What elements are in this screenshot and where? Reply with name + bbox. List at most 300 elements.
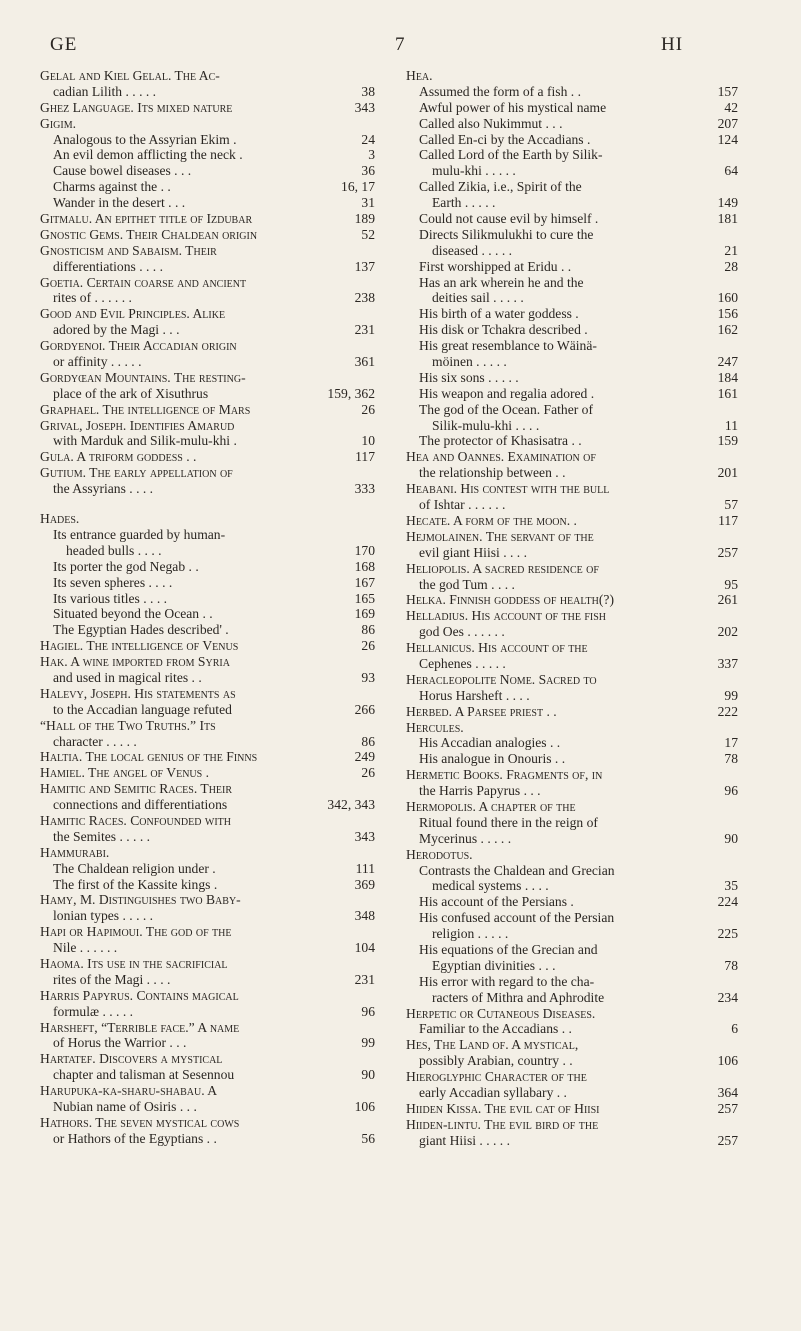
index-entry-text: Called also Nukimmut . . . <box>419 115 563 131</box>
index-entry-line <box>40 1067 375 1083</box>
index-entry-heading <box>40 68 375 84</box>
index-entry-text: rites of . . . . . . <box>53 290 132 306</box>
index-entry-text: Hapi or Hapimoui. The god of the <box>40 924 232 940</box>
index-entry-line <box>406 624 738 640</box>
index-entry-line <box>40 290 375 306</box>
index-entry-line <box>406 322 738 338</box>
index-entry-text: connections and differentiations <box>53 797 228 813</box>
index-page-ref: 157 <box>717 83 738 99</box>
index-entry-text: Haoma. Its use in the sacrificial <box>40 955 228 971</box>
index-entry-text: Gigim. <box>40 115 76 131</box>
index-entry-text: His great resemblance to Wäinä- <box>419 338 597 354</box>
index-entry-heading <box>406 847 738 863</box>
index-page-ref: 95 <box>724 576 738 592</box>
index-page-ref: 117 <box>718 512 738 528</box>
running-header-right: HI <box>661 34 684 55</box>
index-entry-text: Hagiel. The intelligence of Venus <box>40 638 239 654</box>
index-entry-heading <box>406 640 738 656</box>
index-page-ref: 38 <box>361 83 375 99</box>
index-entry-heading <box>40 116 375 132</box>
index-page-ref: 348 <box>354 908 375 924</box>
index-entry-heading <box>40 892 375 908</box>
index-entry-heading <box>40 1051 375 1067</box>
index-entry-text: His equations of the Grecian and <box>419 941 598 957</box>
index-entry-text: Gitmalu. An epithet title of Izdubar <box>40 211 253 227</box>
index-entry-line <box>406 386 738 402</box>
index-page-ref: 169 <box>354 606 375 622</box>
index-entry-text: Hermopolis. A chapter of the <box>406 798 576 814</box>
index-page-ref: 184 <box>717 369 738 385</box>
index-entry-line <box>40 179 375 195</box>
index-page-ref: 201 <box>717 465 738 481</box>
index-entry-text: The god of the Ocean. Father of <box>419 401 594 417</box>
index-entry-heading <box>40 100 375 116</box>
index-page-ref: 261 <box>717 592 738 608</box>
index-entry-text: the Assyrians . . . . <box>53 481 154 497</box>
index-entry-text: Hammurabi. <box>40 844 110 860</box>
index-entry-text: place of the ark of Xisuthrus <box>53 385 209 401</box>
index-page-ref: 96 <box>724 783 738 799</box>
index-page-ref: 238 <box>354 290 375 306</box>
index-entry-text: Gordyœan Mountains. The resting- <box>40 369 246 385</box>
index-entry-line <box>406 878 738 894</box>
index-page-ref: 160 <box>717 290 738 306</box>
index-page-ref: 16, 17 <box>341 179 375 195</box>
index-page-ref: 168 <box>354 558 375 574</box>
index-entry-line <box>406 290 738 306</box>
index-entry-text: His confused account of the Persian <box>419 910 615 926</box>
index-entry-line <box>40 163 375 179</box>
index-entry-line <box>406 783 738 799</box>
index-entry-text: Haltia. The local genius of the Finns <box>40 749 258 765</box>
index-entry-line <box>406 116 738 132</box>
index-entry-text: His Accadian analogies . . <box>419 735 561 751</box>
index-entry-line <box>406 1021 738 1037</box>
index-entry-text: medical systems . . . . <box>432 878 549 894</box>
index-entry-heading <box>406 720 738 736</box>
index-entry-line <box>40 147 375 163</box>
index-page-ref: 222 <box>717 703 738 719</box>
index-entry-heading <box>40 924 375 940</box>
index-entry-text: Hartatef. Discovers a mystical <box>40 1051 223 1067</box>
index-page-ref: 266 <box>354 701 375 717</box>
index-entry-line <box>40 606 375 622</box>
index-page-ref: 86 <box>361 622 375 638</box>
index-entry-text: Grival, Joseph. Identifies Amarud <box>40 417 235 433</box>
index-entry-text: Herodotus. <box>406 846 473 862</box>
index-entry-text: Heliopolis. A sacred residence of <box>406 560 599 576</box>
index-entry-line <box>406 243 738 259</box>
index-page-ref: 225 <box>717 926 738 942</box>
index-entry-line <box>406 688 738 704</box>
index-page-ref: 343 <box>354 828 375 844</box>
index-entry-line <box>40 354 375 370</box>
running-header-left: GE <box>50 34 78 55</box>
index-entry-line <box>406 751 738 767</box>
index-page-ref: 6 <box>731 1021 738 1037</box>
index-entry-text: Analogous to the Assyrian Ekim . <box>53 131 237 147</box>
index-entry-line <box>40 908 375 924</box>
index-entry-text: Called Zikia, i.e., Spirit of the <box>419 179 582 195</box>
index-page-ref: 249 <box>354 749 375 765</box>
index-entry-line <box>406 1085 738 1101</box>
index-page-ref: 343 <box>354 99 375 115</box>
index-entry-line <box>406 926 738 942</box>
index-page-ref: 90 <box>724 830 738 846</box>
index-entry-text: Helka. Finnish goddess of health(?) <box>406 592 614 608</box>
index-entry-text: Gelal and Kiel Gelal. The Ac- <box>40 68 220 83</box>
index-entry-text: Its entrance guarded by human- <box>53 526 226 542</box>
index-page-ref: 181 <box>717 211 738 227</box>
index-entry-text: of Ishtar . . . . . . <box>419 497 506 513</box>
index-entry-line <box>406 433 738 449</box>
index-entry-text: Heracleopolite Nome. Sacred to <box>406 671 597 687</box>
index-entry-text: An evil demon afflicting the neck . <box>53 147 243 163</box>
index-page-ref: 99 <box>724 687 738 703</box>
index-page-ref: 78 <box>724 751 738 767</box>
index-entry-text: Halevy, Joseph. His statements as <box>40 685 236 701</box>
index-entry-text: Hiiden-lintu. The evil bird of the <box>406 1116 599 1132</box>
index-entry-heading <box>40 275 375 291</box>
index-entry-heading <box>406 592 738 608</box>
index-entry-text: Ghez Language. Its mixed nature <box>40 99 233 115</box>
index-entry-text: early Accadian syllabary . . <box>419 1085 567 1100</box>
index-entry-line <box>40 575 375 591</box>
index-entry-heading <box>40 211 375 227</box>
index-entry-line <box>406 990 738 1006</box>
index-entry-line <box>40 1035 375 1051</box>
index-entry-text: Hellanicus. His account of the <box>406 640 588 656</box>
index-entry-text: Harris Papyrus. Contains magical <box>40 987 239 1003</box>
index-entry-text: Herpetic or Cutaneous Diseases. <box>406 1005 596 1021</box>
index-entry-text: the god Tum . . . . <box>419 576 515 592</box>
index-entry-line <box>406 894 738 910</box>
index-page-ref: 156 <box>717 306 738 322</box>
index-page-ref: 26 <box>361 401 375 417</box>
index-entry-heading <box>406 561 738 577</box>
index-entry-text: First worshipped at Eridu . . <box>419 258 572 274</box>
index-entry-text: His error with regard to the cha- <box>419 973 595 989</box>
index-page-ref: 17 <box>724 735 738 751</box>
index-page-ref: 167 <box>354 574 375 590</box>
index-entry-line <box>40 1131 375 1147</box>
index-entry-line <box>406 863 738 879</box>
index-page-ref: 162 <box>717 322 738 338</box>
index-entry-text: headed bulls . . . . <box>66 542 162 558</box>
index-entry-text: His weapon and regalia adored . <box>419 385 595 401</box>
index-entry-text: The Chaldean religion under . <box>53 860 216 876</box>
index-entry-text: Has an ark wherein he and the <box>419 274 584 290</box>
index-page-ref: 207 <box>717 115 738 131</box>
index-entry-text: Helladius. His account of the fish <box>406 608 607 624</box>
index-entry-heading <box>40 765 375 781</box>
index-entry-heading <box>40 511 375 527</box>
index-entry-text: to the Accadian language refuted <box>53 701 232 717</box>
index-entry-text: Silik-mulu-khi . . . . <box>432 417 540 433</box>
index-page-ref: 104 <box>354 940 375 956</box>
index-page-ref: 78 <box>724 957 738 973</box>
index-entry-text: Cephenes . . . . . <box>419 655 506 671</box>
index-entry-heading <box>40 956 375 972</box>
index-entry-text: or Hathors of the Egyptians . . <box>53 1130 217 1146</box>
index-entry-text: Hamitic and Semitic Races. Their <box>40 781 233 797</box>
index-entry-line <box>406 179 738 195</box>
index-entry-line <box>406 275 738 291</box>
index-page-ref: 96 <box>361 1003 375 1019</box>
index-page-ref: 111 <box>355 860 375 876</box>
index-page-ref: 170 <box>354 542 375 558</box>
index-entry-text: Gordyenoi. Their Accadian origin <box>40 338 237 354</box>
index-entry-text: of Horus the Warrior . . . <box>53 1035 187 1051</box>
index-entry-text: Could not cause evil by himself . <box>419 211 599 227</box>
index-entry-line <box>406 465 738 481</box>
index-entry-line <box>406 974 738 990</box>
index-page-ref: 86 <box>361 733 375 749</box>
index-page-ref: 3 <box>368 147 375 163</box>
index-page-ref: 202 <box>717 624 738 640</box>
index-entry-text: Gutium. The early appellation of <box>40 465 233 481</box>
index-entry-heading <box>40 370 375 386</box>
index-entry-heading <box>406 767 738 783</box>
index-entry-text: Goetia. Certain coarse and ancient <box>40 274 247 290</box>
index-entry-text: Hea and Oannes. Examination of <box>406 449 596 465</box>
index-entry-text: Gula. A triform goddess . . <box>40 449 197 465</box>
index-entry-text: Situated beyond the Ocean . . <box>53 606 213 622</box>
index-entry-heading <box>40 813 375 829</box>
index-entry-text: cadian Lilith . . . . . <box>53 83 157 99</box>
index-entry-heading <box>406 449 738 465</box>
index-entry-line <box>406 195 738 211</box>
index-entry-heading <box>40 338 375 354</box>
index-entry-text: Hamiel. The angel of Venus . <box>40 765 210 781</box>
index-entry-text: rites of the Magi . . . . <box>53 971 171 987</box>
index-page-ref: 224 <box>717 894 738 910</box>
index-entry-heading <box>406 529 738 545</box>
index-entry-line <box>406 958 738 974</box>
index-entry-text: diseased . . . . . <box>432 242 513 258</box>
index-entry-heading <box>406 1069 738 1085</box>
index-entry-text: His birth of a water goddess . <box>419 306 579 322</box>
index-page-ref: 117 <box>355 449 375 465</box>
index-entry-text: Familiar to the Accadians . . <box>419 1021 572 1037</box>
index-entry-line <box>406 910 738 926</box>
index-page-ref: 149 <box>717 195 738 211</box>
index-entry-text: Called En-ci by the Accadians . <box>419 131 591 147</box>
index-entry-line <box>40 1004 375 1020</box>
index-entry-text: Hea. <box>406 68 433 83</box>
index-entry-text: Cause bowel diseases . . . <box>53 163 192 179</box>
index-entry-text: His analogue in Onouris . . <box>419 751 566 767</box>
index-page-ref: 333 <box>354 481 375 497</box>
index-page-ref: 99 <box>361 1035 375 1051</box>
index-entry-text: adored by the Magi . . . <box>53 322 180 338</box>
index-entry-line <box>40 877 375 893</box>
index-entry-heading <box>40 465 375 481</box>
index-entry-text: Hiiden Kissa. The evil cat of Hiisi <box>406 1100 600 1116</box>
index-entry-text: Its seven spheres . . . . <box>53 574 173 590</box>
index-page-ref: 57 <box>724 497 738 513</box>
index-entry-text: giant Hiisi . . . . . <box>419 1132 511 1148</box>
index-entry-text: Harupuka-ka-sharu-shabau. A <box>40 1083 218 1099</box>
index-entry-text: possibly Arabian, country . . <box>419 1053 573 1069</box>
index-entry-line <box>40 259 375 275</box>
index-page-ref: 231 <box>354 971 375 987</box>
index-entry-text: Gnostic Gems. Their Chaldean origin <box>40 226 258 242</box>
index-page-ref: 28 <box>724 258 738 274</box>
index-entry-line <box>40 670 375 686</box>
index-entry-line <box>40 591 375 607</box>
index-entry-text: differentiations . . . . <box>53 258 163 274</box>
index-column-left <box>40 68 375 1147</box>
index-entry-text: evil giant Hiisi . . . . <box>419 544 527 560</box>
index-entry-line <box>40 1099 375 1115</box>
index-entry-line <box>406 354 738 370</box>
index-entry-text: Hercules. <box>406 719 464 735</box>
index-entry-text: Wander in the desert . . . <box>53 195 186 211</box>
index-entry-text: möinen . . . . . <box>432 354 507 370</box>
index-entry-line <box>406 815 738 831</box>
index-entry-text: Ritual found there in the reign of <box>419 814 598 830</box>
index-entry-line <box>40 940 375 956</box>
index-entry-text: The first of the Kassite kings . <box>53 876 218 892</box>
index-entry-text: and used in magical rites . . <box>53 669 202 685</box>
index-entry-heading <box>406 704 738 720</box>
index-page-ref: 364 <box>717 1085 738 1100</box>
index-page-ref: 26 <box>361 765 375 781</box>
index-entry-heading <box>40 686 375 702</box>
index-entry-line <box>40 559 375 575</box>
index-entry-line <box>406 1133 738 1149</box>
index-page-ref: 369 <box>354 876 375 892</box>
index-page-ref: 361 <box>354 354 375 370</box>
index-entry-heading <box>406 68 738 84</box>
index-page-ref: 42 <box>724 99 738 115</box>
index-entry-line <box>40 829 375 845</box>
index-entry-heading <box>40 718 375 734</box>
index-entry-heading <box>40 418 375 434</box>
index-entry-heading <box>40 845 375 861</box>
index-page-ref: 257 <box>717 1100 738 1116</box>
index-page-ref: 64 <box>724 163 738 179</box>
page-number: 7 <box>395 34 406 55</box>
index-entry-line <box>40 433 375 449</box>
index-entry-line <box>40 861 375 877</box>
index-entry-heading <box>406 1006 738 1022</box>
index-entry-line <box>406 497 738 513</box>
index-entry-text: The protector of Khasisatra . . <box>419 433 582 449</box>
index-entry-heading <box>406 513 738 529</box>
index-entry-text: Hades. <box>40 511 80 527</box>
index-page-ref: 10 <box>361 433 375 449</box>
index-entry-text: Hamy, M. Distinguishes two Baby- <box>40 892 241 908</box>
index-entry-text: Directs Silikmulukhi to cure the <box>419 226 594 242</box>
index-entry-line <box>40 84 375 100</box>
index-entry-line <box>406 84 738 100</box>
index-page-ref: 257 <box>717 544 738 560</box>
index-entry-text: Hamitic Races. Confounded with <box>40 812 231 828</box>
index-entry-line <box>406 418 738 434</box>
index-entry-text: character . . . . . <box>53 733 137 749</box>
index-entry-heading <box>40 781 375 797</box>
index-entry-line <box>406 1053 738 1069</box>
index-page-ref: 106 <box>717 1053 738 1069</box>
index-entry-heading <box>40 1020 375 1036</box>
index-page-ref: 257 <box>717 1132 738 1148</box>
index-entry-heading <box>40 306 375 322</box>
index-entry-text: with Marduk and Silik-mulu-khi . <box>53 433 237 449</box>
index-entry-text: racters of Mithra and Aphrodite <box>432 989 605 1005</box>
index-entry-line <box>406 338 738 354</box>
index-entry-line <box>40 797 375 813</box>
index-entry-text: the Harris Papyrus . . . <box>419 783 541 799</box>
index-entry-text: or affinity . . . . . <box>53 354 142 370</box>
index-page-ref: 124 <box>717 131 738 147</box>
index-entry-text: Good and Evil Principles. Alike <box>40 306 226 322</box>
index-entry-text: His account of the Persians . <box>419 894 574 910</box>
index-page-ref: 165 <box>354 590 375 606</box>
index-entry-text: Its various titles . . . . <box>53 590 168 606</box>
index-entry-text: mulu-khi . . . . . <box>432 163 516 179</box>
index-page-ref: 93 <box>361 669 375 685</box>
index-entry-text: Hathors. The seven mystical cows <box>40 1114 240 1130</box>
index-entry-text: Hermetic Books. Fragments of, in <box>406 767 603 783</box>
index-page-ref: 337 <box>717 655 738 671</box>
index-entry-heading <box>406 672 738 688</box>
index-page-ref: 159, 362 <box>327 385 375 401</box>
index-entry-text: deities sail . . . . . <box>432 290 524 306</box>
index-entry-line <box>406 132 738 148</box>
index-column-right <box>406 68 738 1149</box>
index-entry-heading <box>40 638 375 654</box>
index-entry-text: Graphael. The intelligence of Mars <box>40 401 251 417</box>
index-entry-line <box>406 100 738 116</box>
index-entry-heading <box>40 449 375 465</box>
index-entry-heading <box>40 654 375 670</box>
index-entry-line <box>406 656 738 672</box>
index-entry-line <box>406 942 738 958</box>
index-page-ref: 342, 343 <box>327 797 375 813</box>
index-entry-line <box>406 545 738 561</box>
index-entry-line <box>406 147 738 163</box>
index-entry-text: formulæ . . . . . <box>53 1003 134 1019</box>
index-page-ref: 189 <box>354 211 375 227</box>
index-entry-text: Hieroglyphic Character of the <box>406 1069 587 1085</box>
section-gap <box>40 497 375 511</box>
index-entry-text: Heabani. His contest with the bull <box>406 481 610 497</box>
index-entry-line <box>406 577 738 593</box>
index-entry-text: Hejmolainen. The servant of the <box>406 528 594 544</box>
index-entry-line <box>40 322 375 338</box>
index-entry-line <box>40 972 375 988</box>
index-entry-line <box>40 386 375 402</box>
index-page-ref: 247 <box>717 354 738 370</box>
index-entry-line <box>40 702 375 718</box>
index-page-ref: 11 <box>724 417 738 433</box>
index-entry-text: lonian types . . . . . <box>53 908 154 924</box>
index-entry-text: Charms against the . . <box>53 179 171 195</box>
index-entry-heading <box>406 481 738 497</box>
index-entry-text: His six sons . . . . . <box>419 369 519 385</box>
index-entry-text: Awful power of his mystical name <box>419 99 607 115</box>
index-entry-line <box>406 163 738 179</box>
index-entry-text: Harsheft, “Terrible face.” A name <box>40 1019 240 1035</box>
index-entry-line <box>406 227 738 243</box>
index-page-ref: 52 <box>361 226 375 242</box>
index-entry-line <box>406 306 738 322</box>
index-entry-text: Hes, The Land of. A mystical, <box>406 1037 579 1053</box>
index-entry-line <box>406 211 738 227</box>
index-entry-line <box>40 527 375 543</box>
